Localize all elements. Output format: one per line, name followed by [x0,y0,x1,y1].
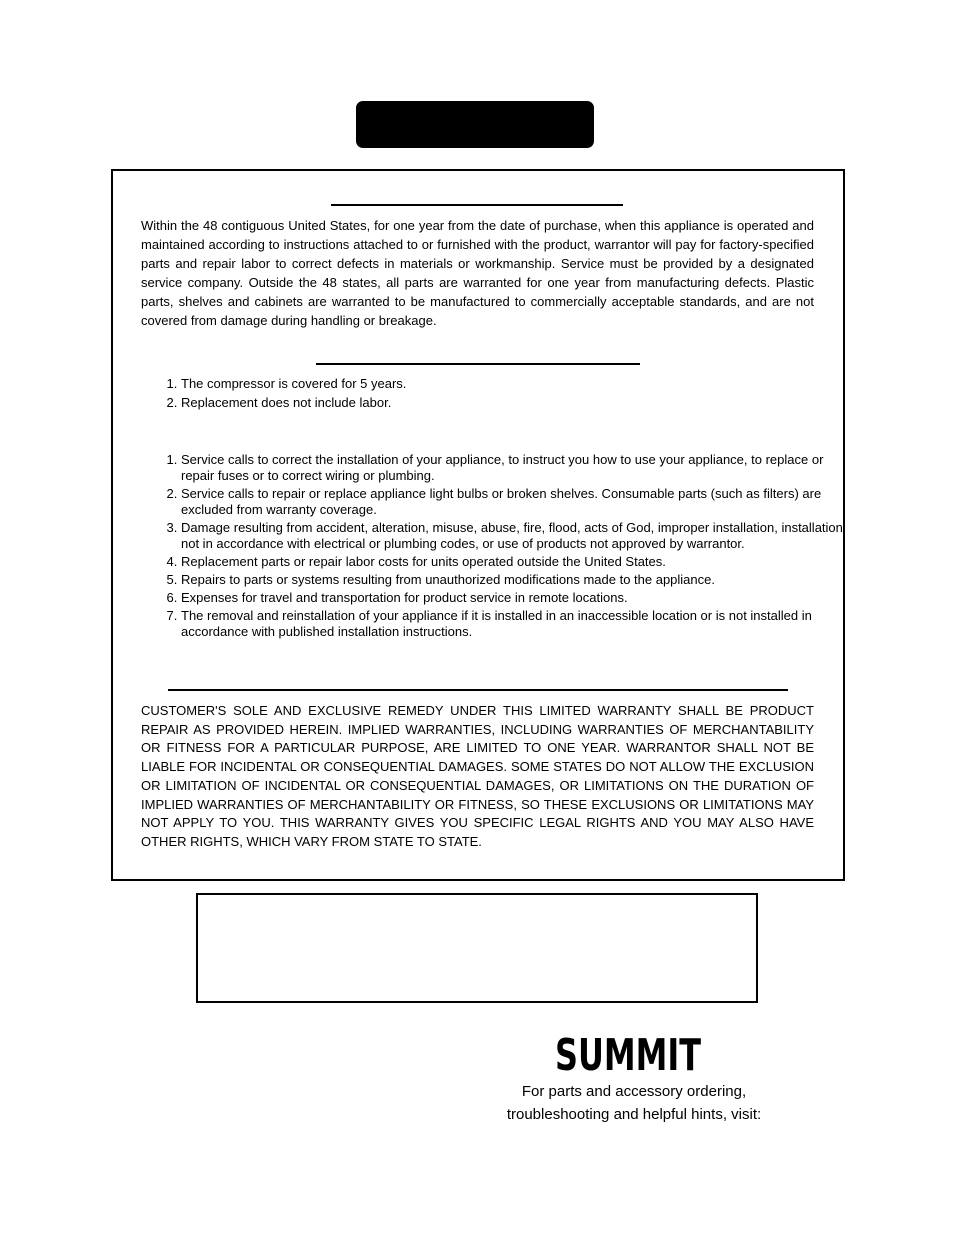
list-item: 2. Service calls to repair or replace appliance light bulbs or broken shelves. Consumable parts (such as filters) are excluded from warranty coverage. [181,486,843,518]
list-item: 3. Damage resulting from accident, alteration, misuse, abuse, fire, flood, acts of God, improper installation, installation not in accordance with electrical or plumbing codes, or use of products not approved by warrantor. [181,520,843,552]
remedy-paragraph: CUSTOMER'S SOLE AND EXCLUSIVE REMEDY UNDER THIS LIMITED WARRANTY SHALL BE PRODUCT REPAIR AS PROVIDED HEREIN. IMPLIED WARRANTIES, INCLUDING WARRANTIES OF MERCHANTABILITY OR FITNESS FOR A PARTICULAR PURPOSE, ARE LIMITED TO ONE YEAR. WARRANTOR SHALL NOT BE LIABLE FOR INCIDENTAL OR CONSEQUENTIAL DAMAGES. SOME STATES DO NOT ALLOW THE EXCLUSION OR LIMITATION OF INCIDENTAL OR CONSEQUENTIAL DAMAGES, OR LIMITATIONS ON THE DURATION OF IMPLIED WARRANTIES OF MERCHANTABILITY OR FITNESS, SO THESE EXCLUSIONS OR LIMITATIONS MAY NOT APPLY TO YOU. THIS WARRANTY GIVES YOU SPECIFIC LEGAL RIGHTS AND YOU MAY ALSO HAVE OTHER RIGHTS, WHICH VARY FROM STATE TO STATE. [141,703,814,849]
footer-line-1: For parts and accessory ordering, [521,1083,747,1100]
list-item: 2. Replacement does not include labor. [181,393,843,412]
compressor-list [159,374,843,412]
exclusions-list [159,452,843,642]
footer-text [484,1081,784,1126]
warranty-box [111,169,845,881]
list-item: 1. The compressor is covered for 5 years. [181,374,843,393]
heading-rule-remedy [168,689,788,691]
summit-logo-text: SUMMIT [555,1030,701,1081]
heading-rule-compressor [316,363,640,365]
title-bar [356,101,594,148]
limited-warranty-paragraph: Within the 48 contiguous United States, for one year from the date of purchase, when this appliance is operated and maintained according to instructions attached to or furnished with the product, warrantor will pay for factory-specified parts and repair labor to correct defects in materials or workmanship. Service must be provided by a designated service company. Outside the 48 states, all parts are warranted for one year from manufacturing defects. Plastic parts, shelves and cabinets are warranted to be manufactured to commercially acceptable standards, and are not covered from damage during handling or breakage. [141,218,814,328]
list-item: 7. The removal and reinstallation of your appliance if it is installed in an inaccessible location or is not installed in accordance with published installation instructions. [181,608,843,640]
footer-line-2: troubleshooting and helpful hints, visit: [506,1105,762,1123]
list-item: 5. Repairs to parts or systems resulting from unauthorized modifications made to the appliance. [181,572,843,588]
list-item: 6. Expenses for travel and transportation for product service in remote locations. [181,590,843,606]
summit-logo [553,1030,703,1081]
list-item: 4. Replacement parts or repair labor costs for units operated outside the United States. [181,554,843,570]
heading-rule-limited-warranty [331,204,623,206]
info-box [196,893,758,1003]
list-item: 1. Service calls to correct the installation of your appliance, to instruct you how to use your appliance, to replace or repair fuses or to correct wiring or plumbing. [181,452,843,484]
